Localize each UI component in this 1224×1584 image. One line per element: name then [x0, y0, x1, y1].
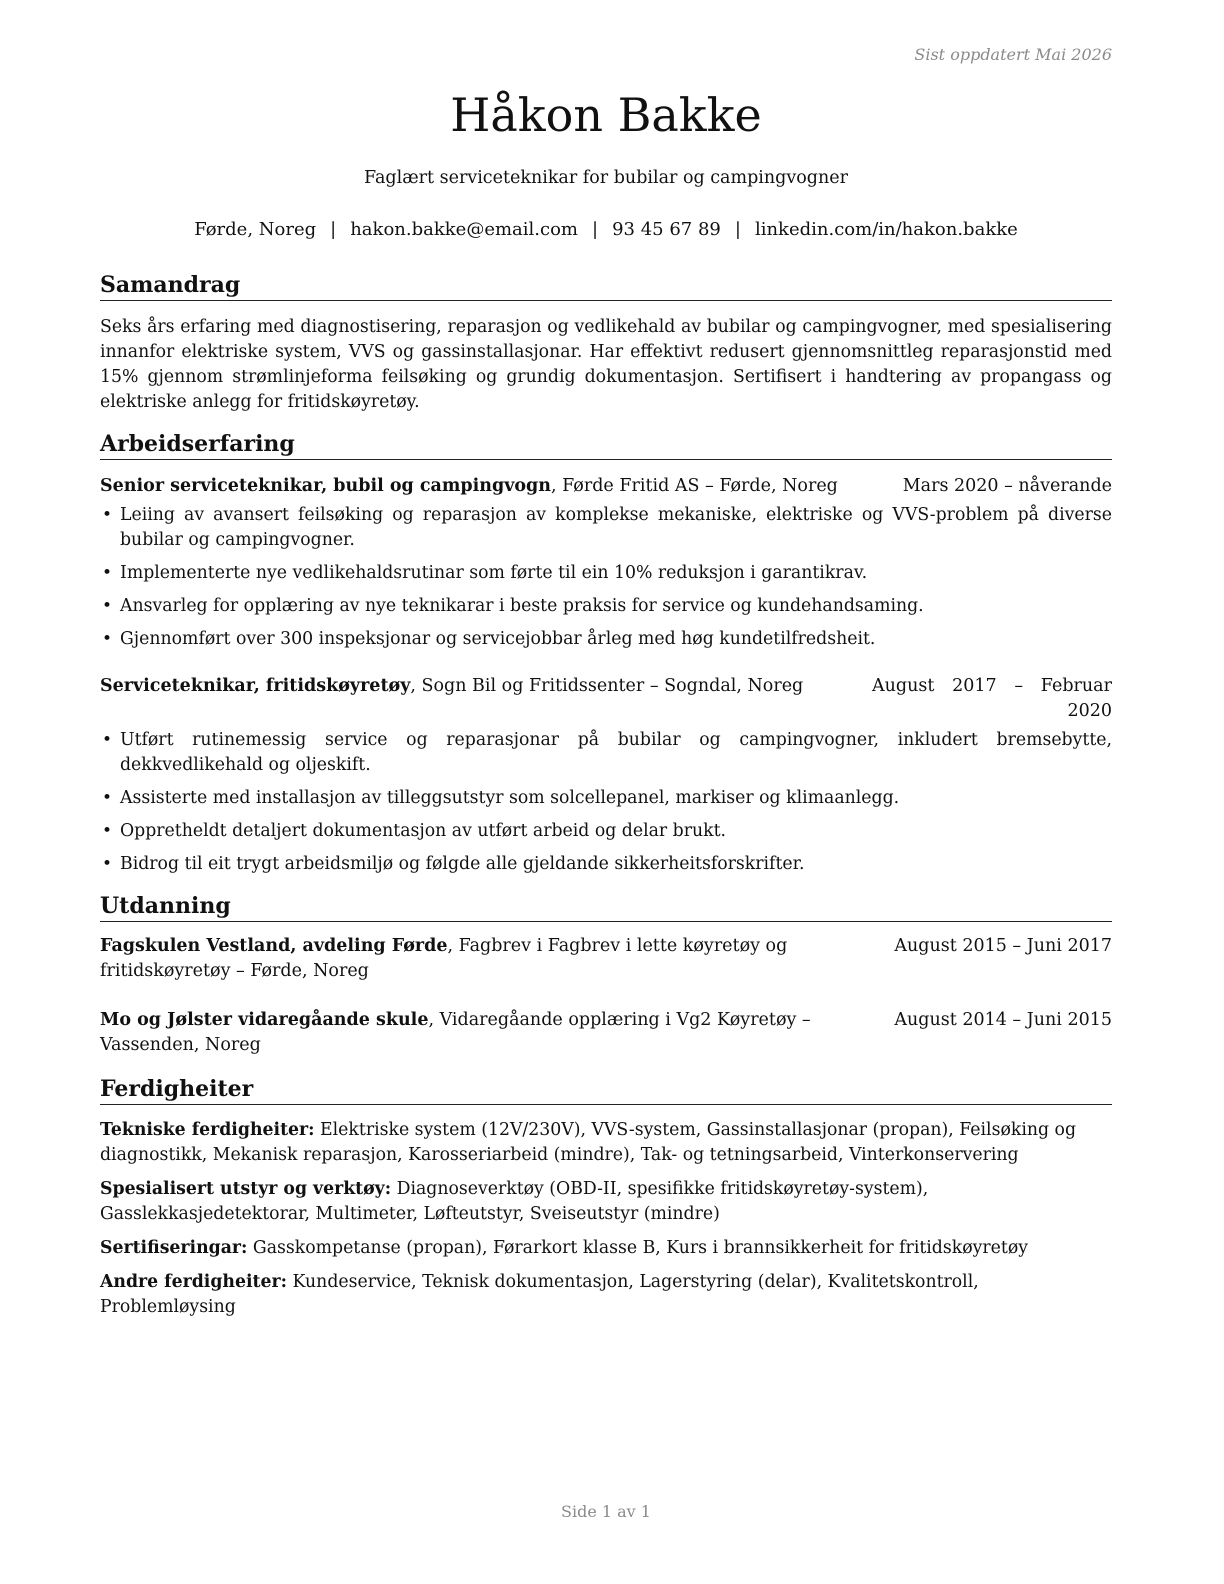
- skill-label: Andre ferdigheiter:: [100, 1272, 288, 1292]
- skill-label: Spesialisert utstyr og verktøy:: [100, 1179, 392, 1199]
- section-title-summary: Samandrag: [100, 270, 1112, 301]
- job-header: [100, 474, 1112, 499]
- education-entry: [100, 1008, 1112, 1058]
- skill-row: [100, 1177, 1112, 1227]
- summary-text: Seks års erfaring med diagnostisering, reparasjon og vedlikehald av bubilar og campingvogner, med spesialisering innanfor elektriske system, VVS og gassinstallasjonar. Har effektivt redusert gjennomsnittleg reparasjonstid med 15% gjennom strømlinjeforma feilsøking og grundig dokumentasjon. Sertifisert i handtering av propangass og elektriske anlegg for fritidskøyretøy.: [100, 317, 1112, 412]
- list-item: • Utført rutinemessig service og reparasjonar på bubilar og campingvogner, inkludert bremsebytte, dekkvedlikehald og oljeskift.: [100, 728, 1112, 778]
- job-bullets: [100, 503, 1112, 652]
- job-role: Serviceteknikar, fritidskøyretøy: [100, 676, 411, 696]
- list-item: • Implementerte nye vedlikehaldsrutinar som førte til ein 10% reduksjon i garantikrav.: [100, 561, 1112, 586]
- education-detail: , Fagbrev i Fagbrev i lette køyretøy og fritidskøyretøy – Førde, Noreg: [100, 936, 788, 981]
- education-detail: , Vidaregåande opplæring i Vg2 Køyretøy – Vassenden, Noreg: [100, 1010, 811, 1055]
- contact-separator: |: [330, 219, 337, 240]
- job-entry: [100, 474, 1112, 652]
- skill-row: [100, 1118, 1112, 1168]
- education-school: Mo og Jølster vidaregåande skule: [100, 1010, 429, 1030]
- education-line: [100, 934, 894, 984]
- resume-content: [100, 270, 1112, 1329]
- skill-label: Tekniske ferdigheiter:: [100, 1120, 315, 1140]
- resume-page: [100, 0, 1112, 1584]
- list-item: • Oppretheldt detaljert dokumentasjon av utført arbeid og delar brukt.: [100, 819, 1112, 844]
- education-line: [100, 1008, 894, 1058]
- contact-phone: 93 45 67 89: [612, 219, 721, 240]
- list-item: • Ansvarleg for opplæring av nye teknikarar i beste praksis for service og kundehandsaming.: [100, 594, 1112, 619]
- skill-value: Diagnoseverktøy (OBD-II, spesifikke fritidskøyretøy-system), Gasslekkasjedetektorar, Multimeter, Løfteutstyr, Sveiseutstyr (mindre): [100, 1179, 929, 1224]
- section-title-skills: Ferdigheiter: [100, 1074, 1112, 1105]
- list-item: • Gjennomført over 300 inspeksjonar og servicejobbar årleg med høg kundetilfredsheit.: [100, 627, 1112, 652]
- list-item: • Leiing av avansert feilsøking og reparasjon av komplekse mekaniske, elektriske og VVS-problem på diverse bubilar og campingvogner.: [100, 503, 1112, 553]
- list-item: • Assisterte med installasjon av tilleggsutstyr som solcellepanel, markiser og klimaanlegg.: [100, 786, 1112, 811]
- contact-email[interactable]: hakon.bakke@email.com: [350, 219, 578, 240]
- job-dates: Mars 2020 – nåverande: [902, 476, 1112, 496]
- education-dates: August 2014 – Juni 2015: [894, 1010, 1112, 1030]
- job-title-line: [100, 474, 903, 499]
- job-bullets: [100, 728, 1112, 877]
- page-number: Side 1 av 1: [561, 1502, 651, 1521]
- skill-label: Sertifiseringar:: [100, 1238, 248, 1258]
- skill-value: Kundeservice, Teknisk dokumentasjon, Lagerstyring (delar), Kvalitetskontroll, Problemløysing: [100, 1272, 979, 1317]
- skill-row: [100, 1270, 1112, 1320]
- section-title-experience: Arbeidserfaring: [100, 429, 1112, 460]
- contact-linkedin[interactable]: linkedin.com/in/hakon.bakke: [754, 219, 1018, 240]
- skill-value: Elektriske system (12V/230V), VVS-system, Gassinstallasjonar (propan), Feilsøking og diagnostikk, Mekanisk reparasjon, Karosseriarbeid (mindre), Tak- og tetningsarbeid, Vinterkonservering: [100, 1120, 1077, 1165]
- candidate-name: Håkon Bakke: [450, 88, 762, 142]
- education-school: Fagskulen Vestland, avdeling Førde: [100, 936, 448, 956]
- section-title-education: Utdanning: [100, 891, 1112, 922]
- education-entry: [100, 934, 1112, 984]
- education-dates: August 2015 – Juni 2017: [894, 936, 1112, 956]
- job-entry: [100, 674, 1112, 877]
- contact-separator: |: [734, 219, 741, 240]
- skills-list: [100, 1118, 1112, 1320]
- job-dates: August 2017 – Februar 2020: [872, 676, 1112, 721]
- skill-value: Gasskompetanse (propan), Førarkort klasse B, Kurs i brannsikkerheit for fritidskøyretøy: [247, 1238, 1028, 1258]
- tagline: Faglært serviceteknikar for bubilar og campingvogner: [364, 168, 848, 188]
- job-company: , Sogn Bil og Fritidssenter – Sogndal, Noreg: [410, 676, 804, 696]
- contact-separator: |: [592, 219, 599, 240]
- contact-line: [100, 219, 1112, 240]
- contact-location: Førde, Noreg: [194, 219, 317, 240]
- job-title-line: [100, 674, 872, 699]
- skill-row: [100, 1236, 1112, 1261]
- list-item: • Bidrog til eit trygt arbeidsmiljø og følgde alle gjeldande sikkerheitsforskrifter.: [100, 852, 1112, 877]
- last-updated: Sist oppdatert Mai 2026: [914, 45, 1112, 64]
- job-header: [100, 674, 1112, 724]
- job-role: Senior serviceteknikar, bubil og campingvogn: [100, 476, 551, 496]
- job-company: , Førde Fritid AS – Førde, Noreg: [551, 476, 838, 496]
